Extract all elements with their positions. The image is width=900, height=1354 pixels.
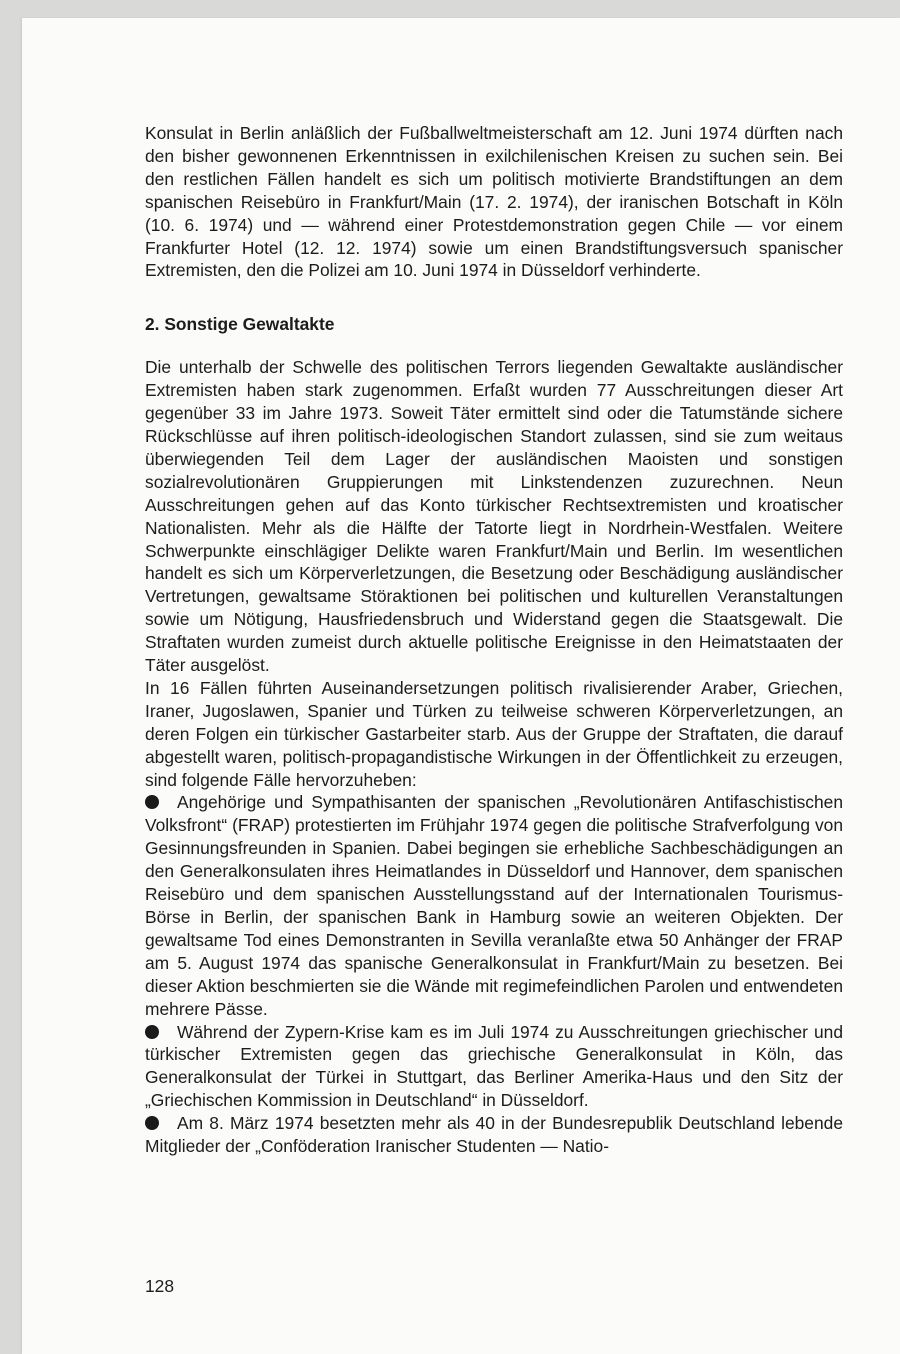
bullet-dot-icon — [145, 1025, 159, 1039]
bullet-text: Am 8. März 1974 besetzten mehr als 40 in der Bundesrepublik Deutschland lebende Mitglieder der „Conföderation Iranischer Studenten — Natio- — [145, 1113, 843, 1157]
bullet-dot-icon — [145, 1116, 159, 1130]
paragraph-intro: Konsulat in Berlin anläßlich der Fußballweltmeisterschaft am 12. Juni 1974 dürften nach den bisher gewonnenen Erkenntnissen in exilchilenischen Kreisen zu suchen sein. Bei den restlichen Fällen handelt es sich um politisch motivierte Brandstiftungen an dem spanischen Reisebüro in Frankfurt/Main (17. 2. 1974), der iranischen Botschaft in Köln (10. 6. 1974) und — während einer Protestdemonstration gegen Chile — vor einem Frankfurter Hotel (12. 12. 1974) sowie um einen Brandstiftungsversuch spanischer Extremisten, den die Polizei am 10. Juni 1974 in Düsseldorf verhinderte. — [145, 123, 843, 281]
page-content — [145, 122, 843, 1158]
section-heading: 2. Sonstige Gewaltakte — [145, 314, 335, 335]
bullet-item-cyprus — [145, 1021, 843, 1113]
paragraph-violent-acts: Die unterhalb der Schwelle des politischen Terrors liegenden Gewaltakte ausländischer Extremisten haben stark zugenommen. Erfaßt wurden 77 Ausschreitungen dieser Art gegenüber 33 im Jahre 1973. Soweit Täter ermittelt sind oder die Tatumstände sichere Rückschlüsse auf ihren politisch-ideologischen Standort zulassen, sind sie zum weitaus überwiegenden Teil dem Lager der ausländischen Maoisten und sonstigen sozialrevolutionären Gruppierungen mit Linkstendenzen zuzurechnen. Neun Ausschreitungen gehen auf das Konto türkischer Rechtsextremisten und kroatischer Nationalisten. Mehr als die Hälfte der Tatorte liegt in Nordrhein-Westfalen. Weitere Schwerpunkte einschlägiger Delikte waren Frankfurt/Main und Berlin. Im wesentlichen handelt es sich um Körperverletzungen, die Besetzung oder Beschädigung ausländischer Vertretungen, gewaltsame Störaktionen bei politischen und kulturellen Veranstaltungen sowie um Nötigung, Hausfriedensbruch und Widerstand gegen die Staatsgewalt. Die Straftaten wurden zumeist durch aktuelle politische Ereignisse in den Heimatstaaten der Täter ausgelöst. — [145, 357, 843, 676]
bullet-text: Während der Zypern-Krise kam es im Juli 1974 zu Ausschreitungen griechischer und türkischer Extremisten gegen das griechische Generalkonsulat in Köln, das Generalkonsulat der Türkei in Stuttgart, das Berliner Amerika-Haus und den Sitz der „Griechischen Kommission in Deutschland“ in Düsseldorf. — [145, 1021, 843, 1111]
paragraph-clashes: In 16 Fällen führten Auseinandersetzungen politisch rivalisierender Araber, Griechen, Iraner, Jugoslawen, Spanier und Türken zu teilweise schweren Körperverletzungen, an deren Folgen ein türkischer Gastarbeiter starb. Aus der Gruppe der Straftaten, die darauf abgestellt waren, politisch-propagandistische Wirkungen in der Öffentlichkeit zu erzeugen, sind folgende Fälle hervorzuheben: — [145, 677, 843, 790]
bullet-text: Angehörige und Sympathisanten der spanischen „Revolutionären Antifaschistischen Volksfront“ (FRAP) protestierten im Frühjahr 1974 gegen die politische Strafverfolgung von Gesinnungsfreunden in Spanien. Dabei begingen sie erhebliche Sachbeschädigungen an den Generalkonsulaten ihres Heimatlandes in Düsseldorf und Hannover, dem spanischen Reisebüro und dem spanischen Ausstellungsstand auf der Internationalen Tourismus-Börse in Berlin, der spanischen Bank in Hamburg sowie an weiteren Objekten. Der gewaltsame Tod eines Demonstranten in Sevilla veranlaßte etwa 50 Anhänger der FRAP am 5. August 1974 das spanische Generalkonsulat in Frankfurt/Main zu besetzen. Bei dieser Aktion beschmierten sie die Wände mit regimefeindlichen Parolen und entwendeten mehrere Pässe. — [145, 792, 843, 1019]
bullet-item-frap — [145, 791, 843, 1020]
document-page — [22, 18, 900, 1354]
bullet-item-iranian-students — [145, 1112, 843, 1158]
bullet-dot-icon — [145, 795, 159, 809]
page-number: 128 — [145, 1276, 175, 1296]
